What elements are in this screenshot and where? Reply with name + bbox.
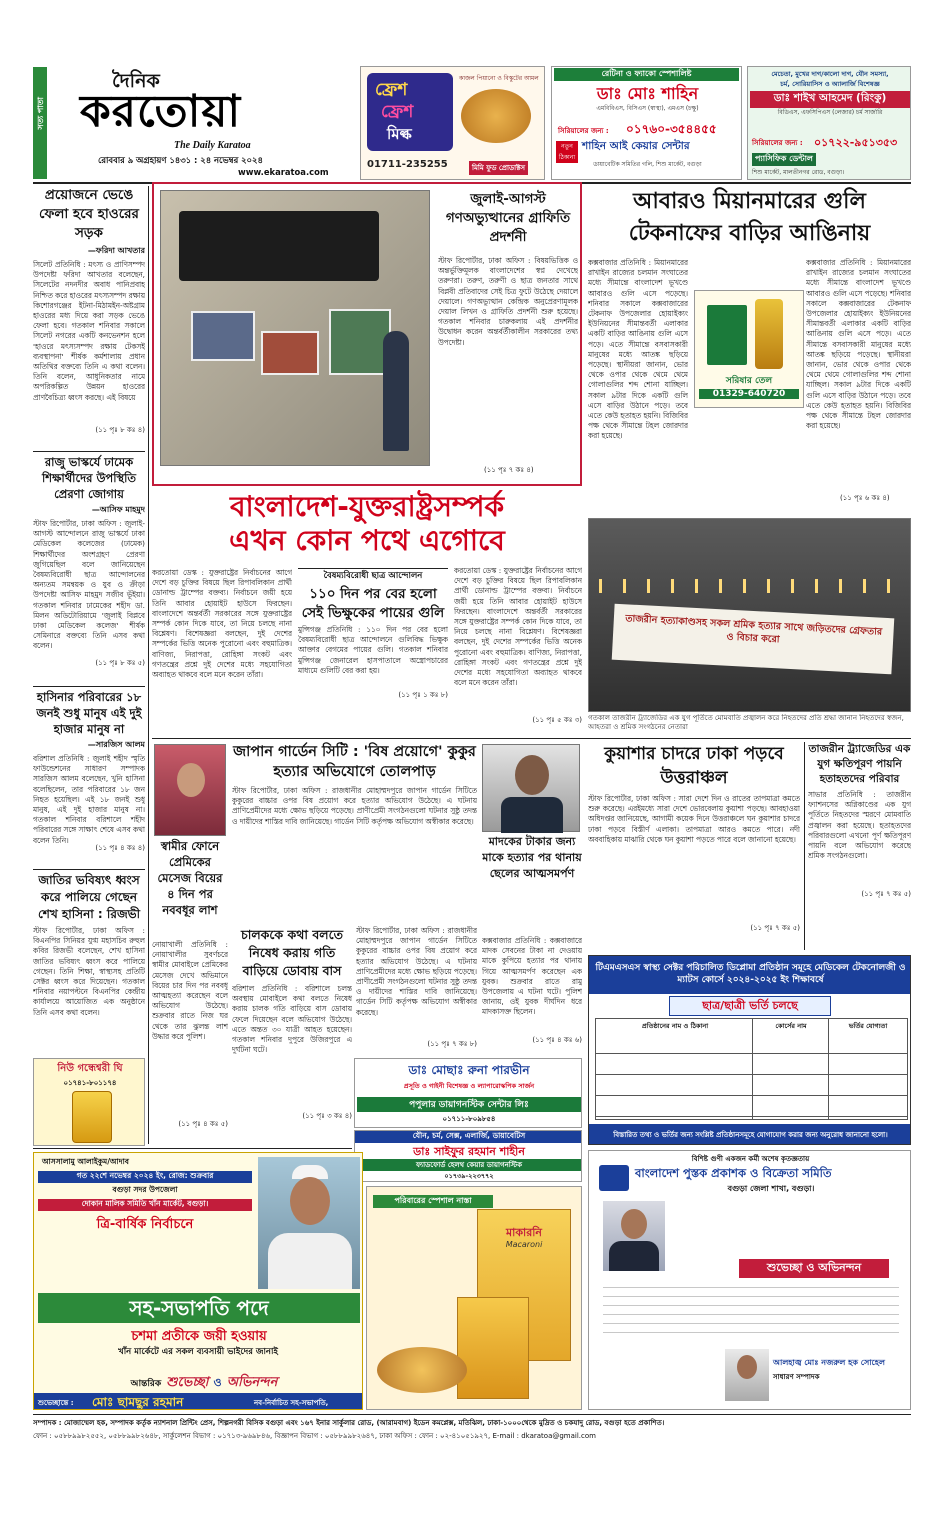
pasta-plate: [377, 1347, 467, 1393]
article-bus: [232, 926, 352, 1144]
ghee-jar: [72, 1091, 112, 1143]
pasta-tag: পরিবারের স্পেশাল নাস্তা: [373, 1195, 493, 1208]
japan-headline: জাপান গার্ডেন সিটি : 'বিষ প্রয়োগে' কুকুর হত্যার অভিযোগে তোলপাড়: [233, 744, 476, 780]
article-fog: [588, 742, 800, 950]
girl-jump: (১১ পৃঃ ৪ কঃ ৫): [178, 1120, 228, 1128]
ad-diagnostic-gynae[interactable]: [354, 1058, 582, 1128]
candle-row: [599, 579, 899, 593]
left-rule-1: [33, 451, 145, 452]
fresh-tagline: কাজল পিয়ানো ও বিস্কুটের আমল: [459, 75, 539, 82]
graffiti-frames: [191, 311, 255, 361]
japan-jump: (১১ পৃঃ ৭ কঃ ৮): [427, 1040, 477, 1048]
ghee-phone: ০১৭৪১-৮০১১৭৪: [63, 1079, 117, 1087]
usbd-headline-line2: এখন কোন পথে এগোবে: [229, 524, 505, 557]
road-byline: —ফরিদা আখতার: [87, 246, 145, 255]
drug-face: [515, 755, 549, 795]
girl-story: [152, 940, 228, 1144]
road-jump: (১১ পৃঃ ৮ কঃ ৪): [95, 426, 145, 434]
fresh-line2: ফ্রেশ: [381, 102, 414, 122]
hasina-family-byline: —সারজিস আলম: [87, 740, 145, 749]
fog-body: স্টাফ রিপোর্টার, ঢাকা অফিস : সারা দেশে দিন ও রাতের তাপমাত্রা কমতে শুরু করেছে। এরইমধ্যে সারা দেশে ভোরবেলায় কুয়াশা পড়ছে। আবহাওয়া অধিদপ্তর জানিয়েছে, আগামী কয়েক দিনে উত্তরাঞ্চলে ঘন কুয়াশার চাদরে ঢাকা পড়বে বিস্তীর্ণ এলাকা। তাপমাত্রা আরও কমতে পারে। নদী অববাহিকায় মাঝারি থেকে ঘন কুয়াশা পড়তে পারে বলে জানানো হয়েছে।: [588, 794, 800, 844]
eye-center: শাহিন আই কেয়ার সেন্টার: [582, 140, 690, 152]
admission-table: [595, 1018, 908, 1120]
road-body: সিলেট প্রতিনিধি : মৎস্য ও প্রাণিসম্পদ উপদেষ্টা ফরিদা আখতার বলেছেন, সিলেটের নদনদীর অবাধ পানিপ্রবাহ নিশ্চিত করে হাওরের মৎস্যসম্পদ রক্ষায় কিশোরগঞ্জের ইটনা-মিঠামইন-অষ্টগ্রাম হাওরের মধ্য দিয়ে করা সড়ক ভেঙে ফেলা হবে। গতকাল শনিবার সকালে সিলেট নগরের একটি কনভেনশন হলে 'হাওরে মৎস্যসম্পদ রক্ষায় টেকসই ব্যবস্থাপনা' শীর্ষক কর্মশালায় প্রধান অতিথির বক্তব্যে তিনি এ কথা বলেন। তিনি বলেন, আধুনিকতার নামে অপরিকল্পিত উন্নয়ন হাওরের প্রাণবৈচিত্র্য ধ্বংস করছে। এই বিষয়ে: [33, 260, 145, 402]
graffiti-body: স্টাফ রিপোর্টার, ঢাকা অফিস : বিষয়ভিত্তিক ও অন্তর্ভুক্তিমূলক বাংলাদেশের স্বপ্ন দেখেছে তরুণরা। তরুণ, তরুণী ও ছাত্র জনতার সাথে বিপ্লবী প্রতিবাদের সেই চিত্র ফুটে উঠেছে দেয়ালে দেয়ালে। গণঅভ্যুত্থান কেন্দ্রিক অনুপ্রেরণামূলক দেয়াল লিখন ও গ্রাফিতি প্রদর্শনী শুরু হয়েছে। গতকাল শনিবার চারুকলায় এই প্রদর্শনীর উদ্বোধন করেন অন্তর্বর্তীকালীন সরকারের তথ্য উপদেষ্টা।: [438, 256, 578, 347]
bookseller-logo: [599, 1165, 629, 1191]
bookseller-role: সাধারণ সম্পাদক: [773, 1373, 820, 1381]
tazreen-photo: [588, 518, 911, 712]
girl-body: নোয়াখালী প্রতিনিধি : নোয়াখালীর সুবর্ণচরে স্বামীর মোবাইলে প্রেমিকের মেসেজ দেখে অভিমানে বিয়ের চার দিন পর নববধূ আত্মহত্যা করেছেন বলে অভিযোগ উঠেছে। শুক্রবার রাতে নিজ ঘর থেকে তার ঝুলন্ত লাশ উদ্ধার করে পুলিশ।: [152, 940, 228, 1041]
raju-body: স্টাফ রিপোর্টার, ঢাকা অফিস : জুলাই-আগস্ট আন্দোলনে রাজু ভাস্কর্যে ঢাকা মেডিকেল কলেজের (ঢামেক) শিক্ষার্থীদের অংশগ্রহণ প্রেরণা জুগিয়েছিল বলে জানিয়েছেন বৈষম্যবিরোধী ছাত্র আন্দোলনের অন্যতম সমন্বয়ক ও যুব ও ক্রীড়া উপদেষ্টা আসিফ মাহমুদ সজীব ভূঁইয়া। গতকাল শনিবার ঢামেকের শহীদ ডা. মিলন অডিটোরিয়ামে 'জুলাই বিপ্লবে ঢাকা মেডিকেল কলেজ' শীর্ষক সেমিনারে বক্তব্যে তিনি এসব কথা বলেন।: [33, 519, 145, 651]
protest-banner: [612, 604, 895, 675]
tragedy-body: সাভার প্রতিনিধি : তাজরীন ফ্যাশনসের অগ্নিকাণ্ডের এক যুগ পূর্তিতে নিহতদের স্মরণে মোমবাতি প্রজ্বালন করা হয়েছে। হতাহতদের পরিবারগুলো এখনো পূর্ণ ক্ষতিপূরণ পায়নি বলে অভিযোগ করেছে শ্রমিক সংগঠনগুলো।: [808, 790, 911, 861]
graffiti-jump: (১১ পৃঃ ৭ কঃ ৪): [484, 466, 534, 474]
admission-col2: কোর্সের নাম: [775, 1022, 807, 1030]
article-road: [33, 186, 145, 450]
election-post: সহ-সভাপতি পদে: [38, 1293, 360, 1323]
japan-body: স্টাফ রিপোর্টার, ঢাকা অফিস : রাজধানীর মোহাম্মদপুরে জাপান গার্ডেন সিটিতে কুকুরের বাচ্চার ওপর বিষ প্রয়োগ করে হত্যার অভিযোগ উঠেছে। এ ঘটনায় প্রাণিপ্রেমীদের মধ্যে ক্ষোভ ছড়িয়ে পড়েছে। প্রাণীপ্রেমী সংগঠনগুলো ঘটনার সুষ্ঠু তদন্ত ও দায়ীদের শাস্তির দাবি জানিয়েছে। গার্ডেন সিটি কর্তৃপক্ষ অভিযোগ অস্বীকার করেছে।: [232, 786, 477, 826]
admission-title: টিএমএসএস স্বাস্থ্য সেক্টর পরিচালিত ডিপ্লোমা প্রতিষ্ঠান সমূহে মেডিকেল টেকনোলজী ও ম্যাটস কোর্সে ২০২৪-২০২৫ ইং শিক্ষাবর্ষে: [589, 956, 911, 994]
diag2-title: যৌন, চর্ম, সেক্স, এলার্জি, ডায়াবেটিস: [355, 1131, 582, 1143]
ghee-brand: নিউ গন্ধেশ্বরী ঘি: [57, 1063, 123, 1074]
girl-photo: [154, 744, 226, 836]
election-thanks-a: আন্তরিক: [130, 1379, 162, 1389]
raju-jump: (১১ পৃঃ ৮ কঃ ৫): [95, 659, 145, 667]
ad-derma-specialist[interactable]: [747, 66, 911, 180]
article-myanmar: [588, 186, 911, 516]
usbd-body-col1: করতোয়া ডেস্ক : যুক্তরাষ্ট্রের নির্বাচনের আগে দেশে বড় চুক্তির বিষয়ে ছিল রিপাবলিকান প্রার্থী ডোনাল্ড ট্রাম্পের বক্তব্য। নির্বাচনে জয়ী হয়ে তিনি আবার হোয়াইট হাউসে ফিরছেন। বাংলাদেশে অন্তর্বর্তী সরকারের সঙ্গে যুক্তরাষ্ট্রের সম্পর্ক কোন দিকে যাবে, তা নিয়ে চলছে নানা বিশ্লেষণ। বিশেষজ্ঞরা বলছেন, দুই দেশের সম্পর্কের ভিত্তি অনেক পুরোনো এবং বহুমাত্রিক। বাণিজ্য, নিরাপত্তা, রোহিঙ্গা সংকট এবং গণতন্ত্রের প্রশ্নে দুই দেশের মধ্যে সহযোগিতা অব্যাহত থাকবে বলে মনে করেন তাঁরা।: [152, 568, 292, 680]
election-thanks-b: শুভেচ্ছা: [166, 1375, 209, 1390]
election-place: বগুড়া সদর উপজেলা: [112, 1185, 178, 1194]
protest-banner-text: তাজরীন হত্যাকাণ্ডসহ সকল শ্রমিক হত্যার সাথে জড়িতদের গ্রেফতার ও বিচার করো: [625, 613, 883, 646]
girl-headline: স্বামীর ফোনে প্রেমিকের মেসেজ বিয়ের ৪ দিন পর নববধূর লাশ: [157, 839, 223, 917]
bookseller-suit: [609, 1241, 659, 1271]
bookseller-sub: বগুড়া জেলা শাখা, বগুড়া।: [727, 1184, 815, 1193]
bus-body: বরিশাল প্রতিনিধি : বরিশালে চলন্ত অবস্থায় মোবাইলে কথা বলতে নিষেধ করায় চালক গতি বাড়িয়ে বাস ডোবায় ফেলে দিয়েছেন বলে অভিযোগ উঠেছে। এতে অন্তত ৩০ যাত্রী আহত হয়েছেন। গতকাল শনিবার দুপুরে উজিরপুরে এ দুর্ঘটনা ঘটে।: [232, 984, 352, 1055]
footer-line1: সম্পাদক : মোজাম্মেল হক, সম্পাদক কর্তৃক ন্যাশনাল প্রিন্টিং প্রেস, শিল্পনগরী বিসিক বগুড়া এবং ১৬৭ ইনার সার্কুলার রোড, (আরামবাগ) ইডেন কমপ্লেক্স, মতিঝিল, ঢাকা-১০০০থেকে মুদ্রিত ও চকযাদু রোড, বগুড়া হতে প্রকাশিত।: [33, 1419, 665, 1427]
election-footer-bar: [34, 1393, 363, 1410]
election-name: মোঃ ছামছুর রহমান: [92, 1395, 184, 1409]
ad-macaroni[interactable]: [366, 1186, 582, 1410]
drug-headline: মাদকের টাকার জন্য মাকে হত্যার পর থানায় ছেলের আত্মসমর্পণ: [482, 835, 582, 880]
derma-phone: ০১৭২২-৯৫১৩৫৩: [814, 136, 898, 149]
election-thanks-d: অভিনন্দন: [226, 1375, 278, 1390]
fog-jump: (১১ পৃঃ ৭ কঃ ৫): [750, 924, 800, 932]
eye-new-address-tag: নতুন ঠিকানা: [556, 141, 578, 163]
eye-degree: এমবিবিএস, বিসিএস (স্বাস্থ্য), এমএস (চক্ষু): [596, 105, 699, 112]
masthead-title-top: দৈনিক: [112, 70, 160, 92]
bus-jump: (১১ পৃঃ ৩ কঃ ৪): [302, 1112, 352, 1120]
admission-col3: ভর্তির যোগ্যতা: [848, 1022, 888, 1030]
side-tag: [33, 67, 47, 179]
pasta-pack-2: [457, 1297, 529, 1399]
eye-phone-label: সিরিয়ালের জন্য :: [558, 127, 609, 135]
masthead-website[interactable]: www.ekaratoa.com: [238, 167, 329, 177]
vertical-rule-left: [148, 186, 149, 1144]
diag1-doctor: ডাঃ মোছাঃ রুনা পারভীন: [408, 1063, 530, 1077]
eye-doctor: ডাঃ মোঃ শাহিন: [596, 84, 699, 103]
election-thanks: [64, 1371, 344, 1394]
bus-headline: চালককে কথা বলতে নিষেধ করায় গতি বাড়িয়ে ডোবায় বাস: [240, 927, 344, 978]
article-raju: [33, 454, 145, 684]
bookseller-greet: শুভেচ্ছা ও অভিনন্দন: [739, 1259, 889, 1278]
graffiti-visitor: [383, 331, 409, 451]
middle-rule: [152, 738, 911, 739]
ads-rule: [33, 1148, 352, 1149]
ad-mustard-oil[interactable]: [694, 290, 804, 408]
left-rule-3: [33, 869, 145, 870]
diag1-phone: ০১৭১১-৮০৯৮৫৪: [442, 1115, 496, 1123]
hasina-family-jump: (১১ পৃঃ ৪ কঃ ৪): [95, 844, 145, 852]
bookseller-face: [621, 1209, 647, 1239]
usbd-body-col2: করতোয়া ডেস্ক : যুক্তরাষ্ট্রের নির্বাচনের আগে দেশে বড় চুক্তির বিষয়ে ছিল রিপাবলিকান প্রার্থী ডোনাল্ড ট্রাম্পের বক্তব্য। নির্বাচনে জয়ী হয়ে তিনি আবার হোয়াইট হাউসে ফিরছেন। বাংলাদেশে অন্তর্বর্তী সরকারের সঙ্গে যুক্তরাষ্ট্রের সম্পর্ক কোন দিকে যাবে, তা নিয়ে চলছে নানা বিশ্লেষণ। বিশেষজ্ঞরা বলছেন, দুই দেশের সম্পর্কের ভিত্তি অনেক পুরোনো এবং বহুমাত্রিক। বাণিজ্য, নিরাপত্তা, রোহিঙ্গা সংকট এবং গণতন্ত্রের প্রশ্নে দুই দেশের মধ্যে সহযোগিতা অব্যাহত থাকবে বলে মনে করেন তাঁরা।: [454, 566, 582, 688]
ad-eye-specialist[interactable]: [551, 66, 742, 180]
election-thanks-c: ও: [213, 1376, 222, 1389]
tragedy-jump: (১১ পৃঃ ৭ কঃ ৫): [861, 890, 911, 898]
article-japan: [232, 742, 477, 922]
ad-bookseller[interactable]: [588, 1150, 911, 1410]
pasta-sub: Macaroni: [505, 1240, 543, 1249]
masthead: [52, 67, 342, 179]
masthead-title: করতোয়া: [80, 86, 242, 137]
oil-phone: 01329-640720: [699, 389, 799, 399]
left-rule-2: [33, 686, 145, 687]
fresh-line1: ফ্রেশ: [375, 80, 408, 100]
election-date: গত ২২শে নভেম্বর ২০২৪ ইং, রোজ: শুক্রবার: [38, 1171, 252, 1183]
fog-headline: কুয়াশার চাদরে ঢাকা পড়বে উত্তরাঞ্চল: [604, 744, 784, 788]
japan-continued: [356, 926, 477, 1054]
drug-shirt: [501, 797, 563, 833]
fresh-brand: মিমি ফুড প্রোডাক্টস: [469, 161, 528, 175]
side-tag-label: সত্য পাতা: [36, 97, 45, 130]
footer-line2: ফোন : ০৫৮৮৯৯৮২৫৫২, ০৫৮৮৯৯৮২৬৪৮, সার্কুলেশন বিভাগ : ০১৭১৩-৯৬৯৮৪৬, বিজ্ঞাপন বিভাগ : ০৫৮৮৯৯৮২৬৪৭, ঢাকা অফিস : ফোন : ০২-৪১০৫১৯২৭, E-mail : dkaratoa@gmail.com: [33, 1432, 596, 1440]
election-line: খাঁন মার্কেটে এর সকল ব্যবসায়ী ভাইদের জানাই: [118, 1347, 278, 1357]
person2-face: [737, 1355, 757, 1379]
fog-rule: [804, 742, 805, 950]
myanmar-body-right: কক্সবাজার প্রতিনিধি : মিয়ানমারের রাখাইন রাজ্যের চলমান সংঘাতের মধ্যে সীমান্তে বাংলাদেশ ভূখণ্ডে আবারও গুলি এসে পড়েছে। শনিবার সকালে কক্সবাজারের টেকনাফ উপজেলার হোয়াইক্যং ইউনিয়নের সীমান্তবর্তী এলাকার একটি বাড়ির আঙিনায় গুলি এসে পড়ে। এতে সীমান্তে বসবাসকারী মানুষের মধ্যে আতঙ্ক ছড়িয়ে পড়েছে। স্থানীয়রা জানান, ভোর থেকে ওপার থেকে থেমে থেমে গোলাগুলির শব্দ শোনা যাচ্ছিল। সকাল ৯টার দিকে একটি গুলি এসে বাড়ির উঠানে পড়ে। তবে এতে কেউ হতাহত হয়নি। বিজিবির পক্ষ থেকে সীমান্তে টহল জোরদার করা হয়েছে।: [806, 258, 911, 431]
raju-byline: —আসিফ মাহমুদ: [91, 505, 145, 514]
ad-fresh-milk[interactable]: [360, 66, 545, 180]
fresh-line3: মিল্ক: [387, 125, 412, 143]
graffiti-photo: [160, 190, 430, 466]
graffiti-frame-3: [329, 309, 391, 375]
eye-title: রেটিনা ও ফ্যাকো স্পেশালিষ্ট: [554, 68, 739, 81]
election-symbol: চশমা প্রতীকে জয়ী হওয়ায়: [131, 1329, 267, 1344]
myanmar-body: কক্সবাজার প্রতিনিধি : মিয়ানমারের রাখাইন রাজ্যের চলমান সংঘাতের মধ্যে সীমান্তে বাংলাদেশ ভূখণ্ডে আবারও গুলি এসে পড়েছে। শনিবার সকালে কক্সবাজারের টেকনাফ উপজেলার হোয়াইক্যং ইউনিয়নের সীমান্তবর্তী এলাকার একটি বাড়ির আঙিনায় গুলি এসে পড়ে। এতে সীমান্তে বসবাসকারী মানুষের মধ্যে আতঙ্ক ছড়িয়ে পড়েছে। স্থানীয়রা জানান, ভোর থেকে ওপার থেকে থেমে থেমে গোলাগুলির শব্দ শোনা যাচ্ছিল। সকাল ৯টার দিকে একটি গুলি এসে বাড়ির উঠানে পড়ে। তবে এতে কেউ হতাহত হয়নি। বিজিবির পক্ষ থেকে সীমান্তে টহল জোরদার করা হয়েছে।: [588, 258, 688, 441]
diag1-center: পপুলার ডায়াগনস্টিক সেন্টার লিঃ: [357, 1097, 581, 1112]
ad-election[interactable]: [33, 1152, 363, 1410]
bookseller-lines: [603, 1279, 899, 1341]
bookseller-portrait: [603, 1201, 665, 1271]
admission-banner: ছাত্র/ছাত্রী ভর্তি চলছে: [669, 996, 831, 1016]
hasina-family-headline: হাসিনার পরিবারের ১৮ জনই শুধু মানুষ এই দুই হাজার মানুষ না: [36, 690, 142, 736]
admission-col1: প্রতিষ্ঠানের নাম ও ঠিকানা: [641, 1022, 709, 1030]
tragedy-headline: তাজরীন ট্র্যাজেডির এক যুগ ক্ষতিপূরণ পায়নি হতাহতদের পরিবার: [808, 743, 911, 785]
fresh-phone: 01711-235255: [367, 159, 448, 170]
students-body: মুন্সিগঞ্জ প্রতিনিধি : ১১০ দিন পর বের হলো বৈষম্যবিরোধী ছাত্র আন্দোলনে গুলিবিদ্ধ ভিক্ষুক আক্তার বেগমের পায়ের গুলি। গতকাল শনিবার মুন্সিগঞ্জ জেনারেল হাসপাতালে অস্ত্রোপচারের মাধ্যমে গুলিটি বের করা হয়।: [298, 625, 448, 675]
bookseller-title: বাংলাদেশ পুস্তক প্রকাশক ও বিক্রেতা সমিতি: [635, 1166, 832, 1180]
pasta-brand: মাকারনি: [506, 1226, 542, 1239]
election-shirt: [268, 1233, 352, 1289]
article-hasina-family: [33, 689, 145, 867]
japan-body-2: স্টাফ রিপোর্টার, ঢাকা অফিস : রাজধানীর মোহাম্মদপুরে জাপান গার্ডেন সিটিতে কুকুরের বাচ্চার ওপর বিষ প্রয়োগ করে হত্যার অভিযোগ উঠেছে। এ ঘটনায় প্রাণিপ্রেমীদের মধ্যে ক্ষোভ ছড়িয়ে পড়েছে। প্রাণীপ্রেমী সংগঠনগুলো ঘটনার সুষ্ঠু তদন্ত ও দায়ীদের শাস্তির দাবি জানিয়েছে। গার্ডেন সিটি কর্তৃপক্ষ অভিযোগ অস্বীকার করেছে।: [356, 926, 477, 1017]
usbd-headline-line1: বাংলাদেশ-যুক্তরাষ্ট্রসম্পর্ক: [229, 490, 505, 523]
derma-line1: মেচেতা, মুখের দাগ/কালো দাগ, যৌন সমস্যা,: [771, 70, 889, 78]
girl-face: [177, 763, 205, 797]
article-tragedy: [808, 742, 911, 950]
drug-jump: (১১ পৃঃ ৪ কঃ ৬): [532, 1036, 582, 1044]
drug-photo: [482, 744, 580, 832]
diag1-spec: প্রসূতি ও গাইনী বিশেষজ্ঞ ও ল্যাপারোস্কপিক সার্জন: [403, 1082, 535, 1090]
diag2-phone: ০১৭৩৯-২২৩৭৭২: [444, 1172, 494, 1180]
masthead-english-title: The Daily Karatoa: [174, 140, 251, 151]
diag2-center: ফ্যাডফোর্ড হেলথ কেয়ার ডায়াগনস্টিক: [357, 1159, 581, 1171]
hasina-family-body: বরিশাল প্রতিনিধি : জুলাই শহীদ স্মৃতি ফাউন্ডেশনের সাধারণ সম্পাদক সারজিস আলম বলেছেন, খুনি হাসিনা বলেছিলেন, তার পরিবারের ১৮ জন নিহত হয়েছিল। এই ১৮ জনই শুধু মানুষ, এই দুই হাজার মানুষ না। গতকাল শনিবার বরিশালে শহীদ পরিবারের সঙ্গে সাক্ষাৎ শেষে এসব কথা বলেন তিনি।: [33, 754, 145, 844]
usbd-jump: (১১ পৃঃ ৫ কঃ ৩): [532, 716, 582, 724]
election-org: দোকান মালিক সমিতি খাঁন মার্কেট, বগুড়া।: [38, 1199, 252, 1211]
masthead-date: রোববার ৯ অগ্রহায়ণ ১৪৩১ : ২৪ নভেম্বর ২০২৪: [98, 155, 263, 165]
election-event: ত্রি-বার্ষিক নির্বাচনে: [96, 1217, 194, 1232]
admission-col-line1: [752, 1019, 753, 1119]
derma-phone-label: সিরিয়ালের জন্য :: [752, 139, 803, 147]
footer-rule: [33, 1414, 911, 1415]
students-kicker: বৈষম্যবিরোধী ছাত্র আন্দোলন: [323, 571, 423, 581]
drug-body: কক্সবাজার প্রতিনিধি : কক্সবাজারে মাদক সেবনের টাকা না দেওয়ায় মাকে কুপিয়ে হত্যার পর থানায় গিয়ে আত্মসমর্পণ করেছেন এক যুবক। শুক্রবার রাতে রামু উপজেলায় এ ঘটনা ঘটে। পুলিশ জানায়, ওই যুবক দীর্ঘদিন ধরে মাদকাসক্ত ছিলেন।: [482, 936, 582, 1017]
nation-headline: জাতির ভবিষ্যৎ ধ্বংস করে পালিয়ে গেছেন শেখ হাসিনা : রিজভী: [37, 873, 141, 921]
diag2-doctor: ডাঃ সাইফুর রহমান শাহীন: [413, 1145, 525, 1158]
graffiti-wall-art: [179, 211, 379, 281]
derma-doctor: ডাঃ শাইখ আহমেদ (রিংকু): [750, 91, 910, 108]
bookseller-name: আলহাজ্ব মোঃ নজরুল হক সোহেল: [773, 1358, 885, 1367]
derma-address: শিশু মার্কেট, মালতীনগর রোড, বগুড়া।: [752, 169, 845, 176]
drug-story: [482, 936, 582, 1054]
usbd-right-column: [454, 566, 582, 736]
bookseller-person2: [725, 1349, 769, 1401]
eye-address: ডায়াবেটিক সমিতির গলি, শিশু মার্কেট, বগুড়া: [593, 161, 702, 168]
graffiti-frame-2: [261, 331, 319, 375]
raju-headline: রাজু ভাস্কর্যে ঢামেক শিক্ষার্থীদের উপস্থিতি প্রেরণা জোগায়: [41, 455, 137, 501]
tazreen-photo-caption: গতকাল তাজরীন ট্র্যাজেডির এক যুগ পূর্তিতে মোমবাতি প্রজ্বালন করে নিহতদের প্রতি শ্রদ্ধা জানান নিহতদের স্বজন, আহতরা ও শ্রমিক সংগঠনের নেতারা: [588, 714, 904, 731]
admission-footer: বিস্তারিত তথ্য ও ভর্তির জন্য সংশ্লিষ্ট প্রতিষ্ঠানসমূহে যোগাযোগ করার জন্য অনুরোধ জানানো হলো।: [589, 1124, 911, 1145]
graffiti-headline: জুলাই-আগস্ট গণঅভ্যুত্থানের গ্রাফিতি প্রদর্শনী: [445, 191, 571, 245]
oil-brand: সরিষার তেল: [725, 376, 773, 386]
admission-col-line2: [828, 1019, 829, 1119]
eye-phone: ০১৭৬০-৩৫৪৪৫৫: [626, 122, 717, 136]
article-graffiti-box: [152, 182, 582, 486]
myanmar-jump: (১১ পৃঃ ৬ কঃ ৪): [840, 494, 890, 502]
election-role: নব-নির্বাচিত সহ-সভাপতি,: [254, 1399, 329, 1407]
nation-body: স্টাফ রিপোর্টার, ঢাকা অফিস : বিএনপির সিনিয়র যুগ্ম মহাসচিব রুহুল কবির রিজভী বলেছেন, শেখ হাসিনা জাতির ভবিষ্যৎ ধ্বংস করে পালিয়ে গেছেন। তিনি শিক্ষা, স্বাস্থ্যসহ প্রতিটি সেক্টর ধ্বংস করে দিয়েছেন। গতকাল শনিবার নয়াপল্টনে বিএনপির কেন্দ্রীয় কার্যালয়ে আয়োজিত এক অনুষ্ঠানে তিনি এসব কথা বলেন।: [33, 926, 145, 1017]
election-portrait: [258, 1157, 360, 1289]
election-greet: আসসালামু আলাইকুম/আদাব: [42, 1157, 129, 1166]
students-jump: (১১ পৃঃ ১ কঃ ৮): [398, 691, 448, 699]
derma-degree: বিডিএস, এফসিপিএস (লেজার) চর্ম সার্জারি: [777, 109, 883, 116]
oil-bottle: [755, 299, 783, 369]
students-box: [298, 568, 448, 735]
election-by-label: শুভেচ্ছান্তে :: [38, 1399, 74, 1407]
election-face: [290, 1177, 330, 1225]
myanmar-headline: আবারও মিয়ানমারের গুলি টেকনাফের বাড়ির আঙিনায়: [628, 189, 871, 246]
students-headline: ১১০ দিন পর বের হলো সেই ভিক্ষুকের পায়ের গুলি: [301, 586, 445, 621]
ad-diagnostic-skin[interactable]: [354, 1130, 582, 1182]
ad-admission[interactable]: [588, 955, 911, 1145]
derma-center: প্যাসিফিক ডেন্টাল: [752, 153, 816, 166]
oil-packet: [707, 305, 747, 365]
road-headline: প্রয়োজনে ভেঙে ফেলা হবে হাওরের সড়ক: [39, 187, 139, 241]
biscuit-image: [461, 89, 531, 143]
derma-line2: চর্ম, সোরিয়াসিস ও অ্যালার্জি বিশেষজ্ঞ: [780, 80, 880, 88]
bookseller-top: বিশিষ্ট গুণী একজন কর্মী অশেষ কৃতজ্ঞতায়: [691, 1155, 810, 1163]
ad-ghee[interactable]: [33, 1058, 145, 1146]
